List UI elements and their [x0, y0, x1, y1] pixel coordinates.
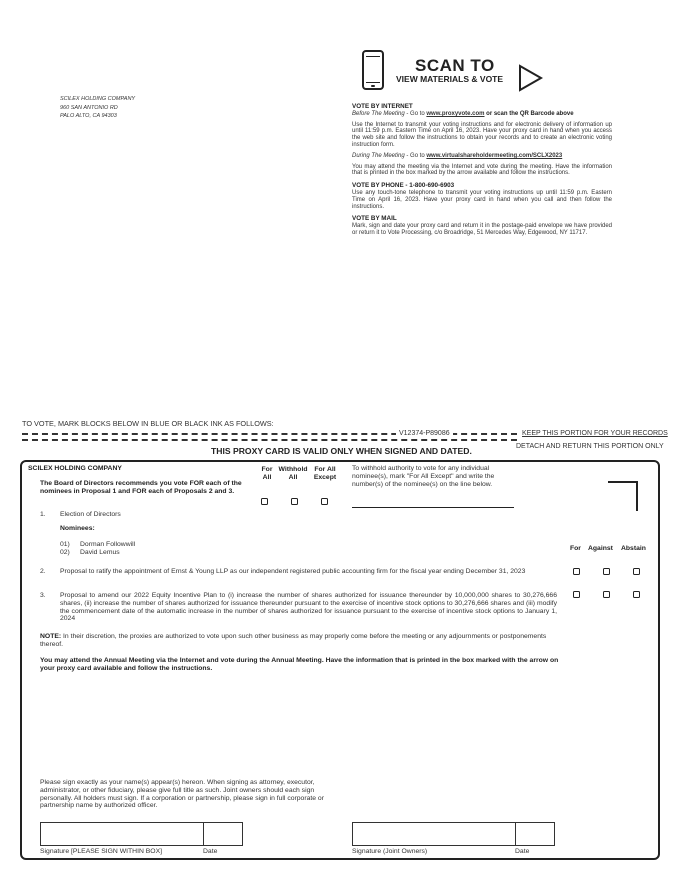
ink-instructions: TO VOTE, MARK BLOCKS BELOW IN BLUE OR BLACK INK AS FOLLOWS:	[22, 419, 274, 428]
proposal-3-for-checkbox[interactable]	[573, 591, 580, 598]
note-text: In their discretion, the proxies are authorized to vote upon such other business as may properly come before the meeting or any adjournments or postponements thereof.	[40, 633, 547, 648]
internet-heading: VOTE BY INTERNET	[352, 103, 413, 110]
signature-box[interactable]	[40, 822, 204, 846]
proxyvote-link[interactable]: www.proxyvote.com	[426, 110, 485, 117]
nominee-1-number: 01)	[60, 541, 70, 548]
scan-title: SCAN TO	[415, 56, 495, 75]
proposal-1-number: 1.	[40, 511, 46, 518]
mail-text: Mark, sign and date your proxy card and return it in the postage-paid envelope we have provided or return it to Vote Processing, c/o Broadridge, 51 Mercedes Way, Edgewood, NY 11717.	[352, 223, 612, 236]
column-for-all: For All	[261, 466, 273, 481]
during-meeting-prefix: - Go to	[404, 152, 427, 159]
column-withhold-all: Withhold All	[278, 466, 308, 481]
internet-text: Use the Internet to transmit your voting instructions and for electronic delivery of information up until 11:59 p.m. Eastern Time on April 16, 2023. Have your proxy card in hand when you access the web site and follow the instructions to obtain your records and to create an electronic voting instruction form.	[352, 121, 612, 148]
scan-subtitle: VIEW MATERIALS & VOTE	[396, 74, 504, 84]
before-meeting-suffix: or scan the QR Barcode above	[484, 110, 574, 117]
scan-to-vote-banner	[360, 50, 620, 95]
joint-date-label: Date	[515, 848, 530, 855]
before-meeting-label: Before The Meeting	[352, 110, 405, 117]
corner-mark	[608, 481, 638, 511]
card-number: V12374-P89086	[396, 430, 453, 437]
joint-signature-label: Signature (Joint Owners)	[352, 848, 428, 855]
address-line-3: PALO ALTO, CA 94303	[60, 113, 117, 119]
attend-meeting-text: You may attend the Annual Meeting via the Internet and vote during the Annual Meeting. Have the information that is printed in the box marked with the arrow on your proxy card available and follow the instructions.	[40, 657, 559, 672]
voting-instructions	[352, 104, 612, 241]
phone-text: Use any touch-tone telephone to transmit your voting instructions up until 11:59 p.m. Eastern Time on April 16, 2023. Have your proxy card in hand when you call and then follow the instructions.	[352, 189, 612, 210]
nominee-2-name: David Lemus	[80, 549, 120, 556]
detach-portion-label: DETACH AND RETURN THIS PORTION ONLY	[516, 443, 664, 450]
before-meeting-prefix: - Go to	[404, 110, 427, 117]
proposal-2-text: Proposal to ratify the appointment of Ernst & Young LLP as our independent registered public accounting firm for the fiscal year ending December 31, 2023	[60, 568, 526, 575]
for-all-except-checkbox[interactable]	[321, 498, 328, 505]
proposal-3-text: Proposal to amend our 2022 Equity Incentive Plan to (i) increase the number of shares authorized for issuance thereunder by 10,000,000 shares to 30,276,666 shares, (ii) increase the number of shares authorized for issuance thereunder pursuant to the exercise of incentive stock options to 30,276,666 shares and (iii) modify the commencement date of the automatic increase in the number of shares authorized for issuance pursuant to the exercise of incentive stock options to January 1, 2024	[60, 592, 557, 623]
mail-heading: VOTE BY MAIL	[352, 215, 397, 223]
valid-notice: THIS PROXY CARD IS VALID ONLY WHEN SIGNED AND DATED.	[211, 446, 472, 456]
virtual-meeting-link[interactable]: www.virtualshareholdermeeting.com/SCLX2023	[426, 152, 563, 159]
nominee-1-name: Dorman Followwill	[80, 541, 136, 548]
nominee-number-line[interactable]	[352, 507, 514, 508]
during-meeting-label: During The Meeting	[352, 152, 405, 159]
column-abstain: Abstain	[621, 545, 646, 552]
nominee-2-number: 02)	[60, 549, 70, 556]
column-for-all-except: For All Except	[313, 466, 337, 481]
proposal-2-number: 2.	[40, 568, 46, 575]
address-line-2: 960 SAN ANTONIO RD	[60, 104, 118, 111]
proposal-2-for-checkbox[interactable]	[573, 568, 580, 575]
return-address	[60, 95, 135, 121]
proposal-2-against-checkbox[interactable]	[603, 568, 610, 575]
joint-signature-box[interactable]	[352, 822, 516, 846]
perforation-line-lower	[22, 439, 517, 441]
proposal-3-against-checkbox[interactable]	[603, 591, 610, 598]
date-box[interactable]	[203, 822, 243, 846]
proposal-3-abstain-checkbox[interactable]	[633, 591, 640, 598]
nominees-label: Nominees:	[60, 525, 95, 532]
joint-date-box[interactable]	[515, 822, 555, 846]
proposal-1-text: Election of Directors	[60, 511, 121, 518]
phone-icon	[362, 50, 384, 90]
proposal-2-abstain-checkbox[interactable]	[633, 568, 640, 575]
note-label: NOTE:	[40, 633, 62, 640]
arrow-right-icon	[518, 64, 544, 92]
phone-heading: VOTE BY PHONE - 1-800-690-6903	[352, 182, 455, 190]
during-meeting-text: You may attend the meeting via the Internet and vote during the meeting. Have the information that is printed in the box marked by the arrow available and follow the instructions.	[352, 163, 612, 177]
card-company-name: SCILEX HOLDING COMPANY	[28, 465, 122, 472]
for-all-checkbox[interactable]	[261, 498, 268, 505]
column-for: For	[570, 545, 581, 552]
board-recommendation: The Board of Directors recommends you vote FOR each of the nominees in Proposal 1 and FOR each of Proposals 2 and 3.	[40, 480, 242, 495]
date-label: Date	[203, 848, 218, 855]
address-line-1: SCILEX HOLDING COMPANY	[60, 96, 136, 102]
signing-instructions: Please sign exactly as your name(s) appear(s) hereon. When signing as attorney, executor, administrator, or other fiduciary, please give full title as such. Joint owners should each sign personally. All holders must sign. If a corporation or partnership, please sign in full corporate or partnership name by authorized officer.	[40, 779, 324, 810]
withhold-instructions: To withhold authority to vote for any individual nominee(s), mark "For All Except" and write the number(s) of the nominee(s) on the line below.	[352, 465, 495, 488]
proposal-3-number: 3.	[40, 592, 46, 599]
keep-portion-label: KEEP THIS PORTION FOR YOUR RECORDS	[522, 430, 668, 437]
column-against: Against	[588, 545, 613, 552]
note-paragraph	[40, 633, 560, 649]
withhold-all-checkbox[interactable]	[291, 498, 298, 505]
signature-label: Signature [PLEASE SIGN WITHIN BOX]	[40, 848, 163, 855]
